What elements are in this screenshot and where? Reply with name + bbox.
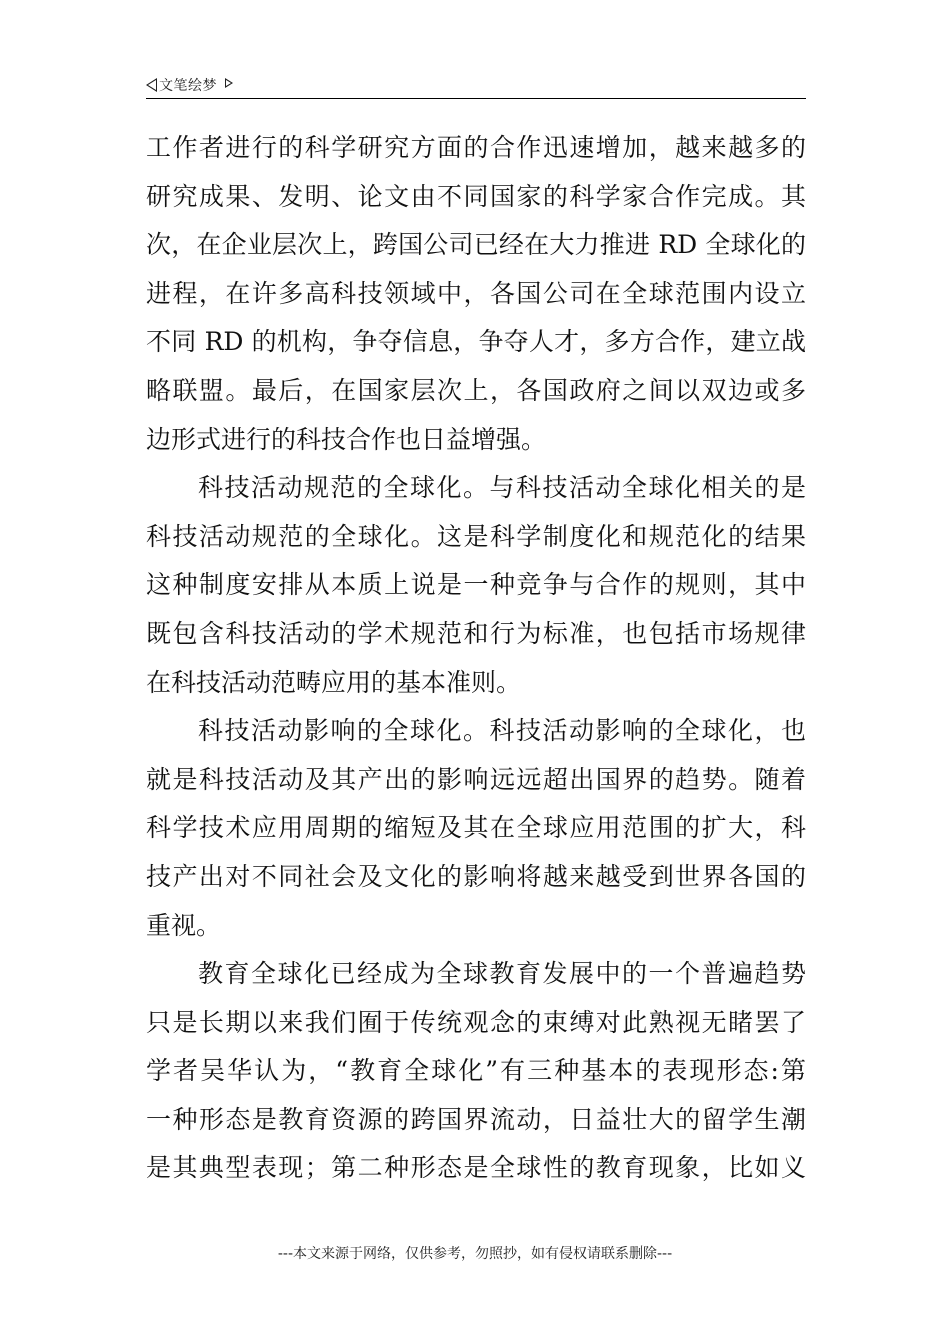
text-line: 次，在企业层次上，跨国公司已经在大力推进 RD 全球化的 [146, 230, 806, 260]
paragraph-4 [146, 950, 806, 1193]
text-line: 科技活动规范的全球化。与科技活动全球化相关的是 [198, 473, 806, 503]
document-body [146, 124, 806, 1193]
text-line: 略联盟。最后，在国家层次上，各国政府之间以双边或多 [146, 375, 806, 405]
text-line: 就是科技活动及其产出的影响远远超出国界的趋势。随着 [146, 764, 806, 794]
text-line: 是其典型表现；第二种形态是全球性的教育现象，比如义 [146, 1153, 806, 1183]
page-footer: ---本文来源于网络，仅供参考，勿照抄，如有侵权请联系删除--- [277, 1246, 673, 1262]
text-line: 科技活动规范的全球化。这是科学制度化和规范化的结果 [146, 521, 806, 551]
text-line: 科技活动影响的全球化。科技活动影响的全球化，也 [198, 716, 806, 746]
text-line: 工作者进行的科学研究方面的合作迅速增加，越来越多的 [146, 133, 806, 162]
right-triangle-icon [225, 78, 233, 88]
text-line: 这种制度安排从本质上说是一种竞争与合作的规则，其中 [146, 570, 806, 600]
text-line: 既包含科技活动的学术规范和行为标准，也包括市场规律 [146, 618, 806, 648]
text-line: 一种形态是教育资源的跨国界流动，日益壮大的留学生潮 [146, 1104, 806, 1134]
text-line: 边形式进行的科技合作也日益增强。 [146, 424, 547, 454]
text-line: 科学技术应用周期的缩短及其在全球应用范围的扩大，科 [146, 813, 806, 843]
text-line: 教育全球化已经成为全球教育发展中的一个普遍趋势 [198, 959, 806, 989]
page-header [146, 72, 806, 99]
text-line: 在科技活动范畴应用的基本准则。 [146, 667, 522, 697]
text-line: 只是长期以来我们囿于传统观念的束缚对此熟视无睹罢了 [146, 1007, 806, 1037]
text-line: 不同 RD 的机构，争夺信息，争夺人才，多方合作，建立战 [146, 327, 806, 357]
text-line: 技产出对不同社会及文化的影响将越来越受到世界各国的 [146, 861, 806, 891]
header-title: 文笔绘梦 [159, 78, 217, 94]
text-line: 研究成果、发明、论文由不同国家的科学家合作完成。其 [146, 181, 806, 211]
left-triangle-icon [146, 78, 157, 92]
text-line: 学者吴华认为，“教育全球化”有三种基本的表现形态:第 [146, 1056, 806, 1086]
text-line: 进程，在许多高科技领域中，各国公司在全球范围内设立 [146, 278, 806, 308]
text-line: 重视。 [146, 910, 222, 940]
paragraph-3 [146, 707, 806, 950]
paragraph-2 [146, 464, 806, 707]
paragraph-1 [146, 124, 806, 464]
